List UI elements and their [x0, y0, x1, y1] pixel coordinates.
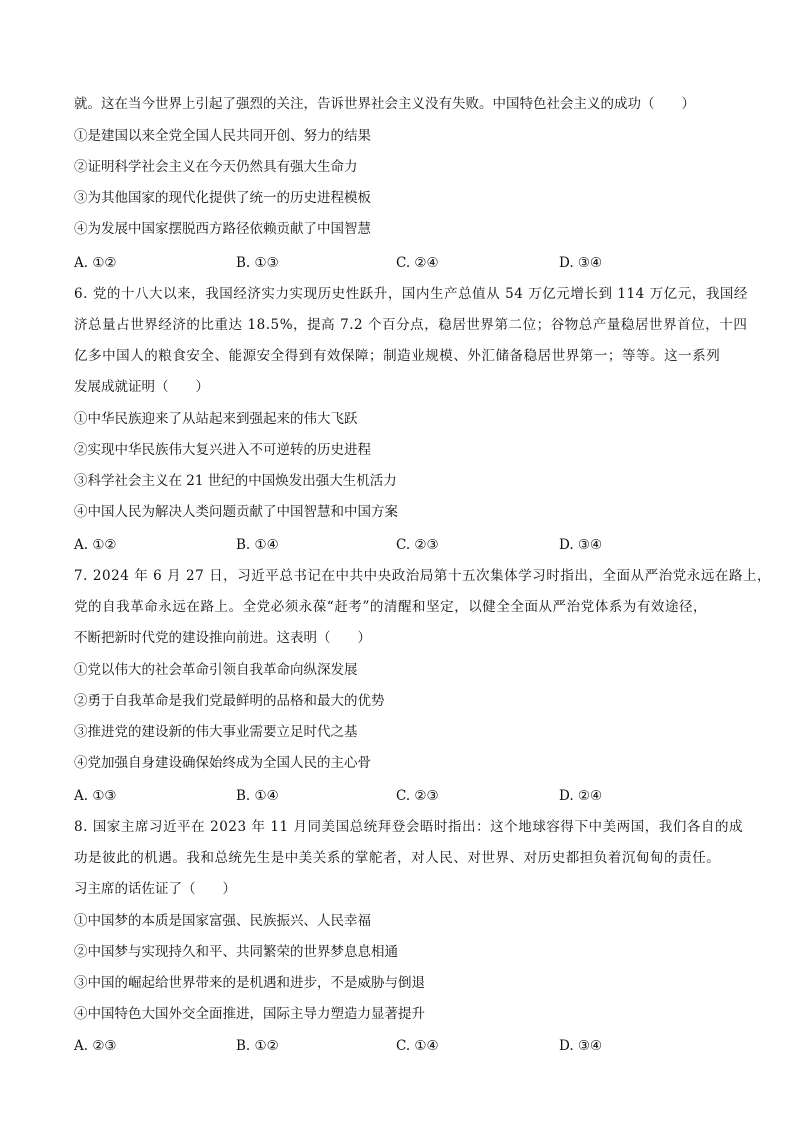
q6-stem-line-1: 6. 党的十八大以来，我国经济实力实现历史性跃升，国内生产总值从 54 万亿元增长到 114 万亿元，我国经 — [74, 286, 748, 302]
q6-option-a[interactable]: A. ①② — [74, 537, 117, 553]
q8-stem-line-2: 功是彼此的机遇。我和总统先生是中美关系的掌舵者，对人民、对世界、对历史都担负着沉甸甸的责任。 — [74, 850, 721, 866]
q7-stem-line-3: 不断把新时代党的建设推向前进。这表明（ ） — [74, 630, 371, 646]
q7-statement-1: ①党以伟大的社会革命引领自我革命向纵深发展 — [74, 662, 358, 678]
q8-statement-2: ②中国梦与实现持久和平、共同繁荣的世界梦息息相通 — [74, 944, 398, 960]
q8-option-b[interactable]: B. ①② — [236, 1038, 279, 1054]
q6-statement-4: ④中国人民为解决人类问题贡献了中国智慧和中国方案 — [74, 504, 398, 520]
q5-statement-3: ③为其他国家的现代化提供了统一的历史进程模板 — [74, 190, 371, 206]
q8-stem-line-1: 8. 国家主席习近平在 2023 年 11 月同美国总统拜登会晤时指出：这个地球容得下中美两国，我们各自的成 — [74, 819, 744, 835]
q7-option-b[interactable]: B. ①④ — [236, 788, 279, 804]
q6-statement-3: ③科学社会主义在 21 世纪的中国焕发出强大生机活力 — [74, 473, 397, 489]
q7-option-c[interactable]: C. ②③ — [396, 788, 439, 804]
q6-statement-1: ①中华民族迎来了从站起来到强起来的伟大飞跃 — [74, 411, 358, 427]
q6-option-b[interactable]: B. ①④ — [236, 537, 279, 553]
q7-option-a[interactable]: A. ①③ — [74, 788, 117, 804]
q5-stem-tail: 就。这在当今世界上引起了强烈的关注，告诉世界社会主义没有失败。中国特色社会主义的成功（ ） — [74, 96, 695, 112]
q6-option-c[interactable]: C. ②③ — [396, 537, 439, 553]
q8-statement-1: ①中国梦的本质是国家富强、民族振兴、人民幸福 — [74, 913, 371, 929]
q5-option-c[interactable]: C. ②④ — [396, 255, 439, 271]
q5-option-a[interactable]: A. ①② — [74, 255, 117, 271]
q5-statement-2: ②证明科学社会主义在今天仍然具有强大生命力 — [74, 159, 358, 175]
q6-stem-line-4: 发展成就证明（ ） — [74, 379, 209, 395]
q5-option-d[interactable]: D. ③④ — [559, 255, 603, 271]
q8-statement-3: ③中国的崛起给世界带来的是机遇和进步，不是威胁与倒退 — [74, 975, 425, 991]
q6-options — [74, 535, 724, 555]
q5-statement-4: ④为发展中国家摆脱西方路径依赖贡献了中国智慧 — [74, 221, 371, 237]
q8-statement-4: ④中国特色大国外交全面推进，国际主导力塑造力显著提升 — [74, 1006, 425, 1022]
q7-stem-line-2: 党的自我革命永远在路上。全党必须永葆“赶考”的清醒和坚定，以健全全面从严治党体系为有效途径， — [74, 599, 708, 615]
q5-statement-1: ①是建国以来全党全国人民共同开创、努力的结果 — [74, 128, 371, 144]
q5-option-b[interactable]: B. ①③ — [236, 255, 279, 271]
q8-option-a[interactable]: A. ②③ — [74, 1038, 117, 1054]
q7-statement-4: ④党加强自身建设确保始终成为全国人民的主心骨 — [74, 755, 371, 771]
q6-stem-line-2: 济总量占世界经济的比重达 18.5%，提高 7.2 个百分点，稳居世界第二位；谷物总产量稳居世界首位，十四 — [74, 317, 748, 333]
q7-statement-2: ②勇于自我革命是我们党最鲜明的品格和最大的优势 — [74, 693, 385, 709]
q8-option-d[interactable]: D. ③④ — [559, 1038, 603, 1054]
q6-stem-line-3: 亿多中国人的粮食安全、能源安全得到有效保障；制造业规模、外汇储备稳居世界第一；等等。这一系列 — [74, 348, 721, 364]
q8-option-c[interactable]: C. ①④ — [396, 1038, 439, 1054]
q7-statement-3: ③推进党的建设新的伟大事业需要立足时代之基 — [74, 724, 358, 740]
q7-option-d[interactable]: D. ②④ — [559, 788, 603, 804]
q8-stem-line-3: 习主席的话佐证了（ ） — [74, 881, 236, 897]
q6-option-d[interactable]: D. ③④ — [559, 537, 603, 553]
q7-options — [74, 786, 724, 806]
q6-statement-2: ②实现中华民族伟大复兴进入不可逆转的历史进程 — [74, 442, 371, 458]
q7-stem-line-1: 7. 2024 年 6 月 27 日，习近平总书记在中共中央政治局第十五次集体学习时指出，全面从严治党永远在路上， — [74, 568, 772, 584]
q8-options — [74, 1036, 724, 1056]
q5-options — [74, 253, 724, 273]
